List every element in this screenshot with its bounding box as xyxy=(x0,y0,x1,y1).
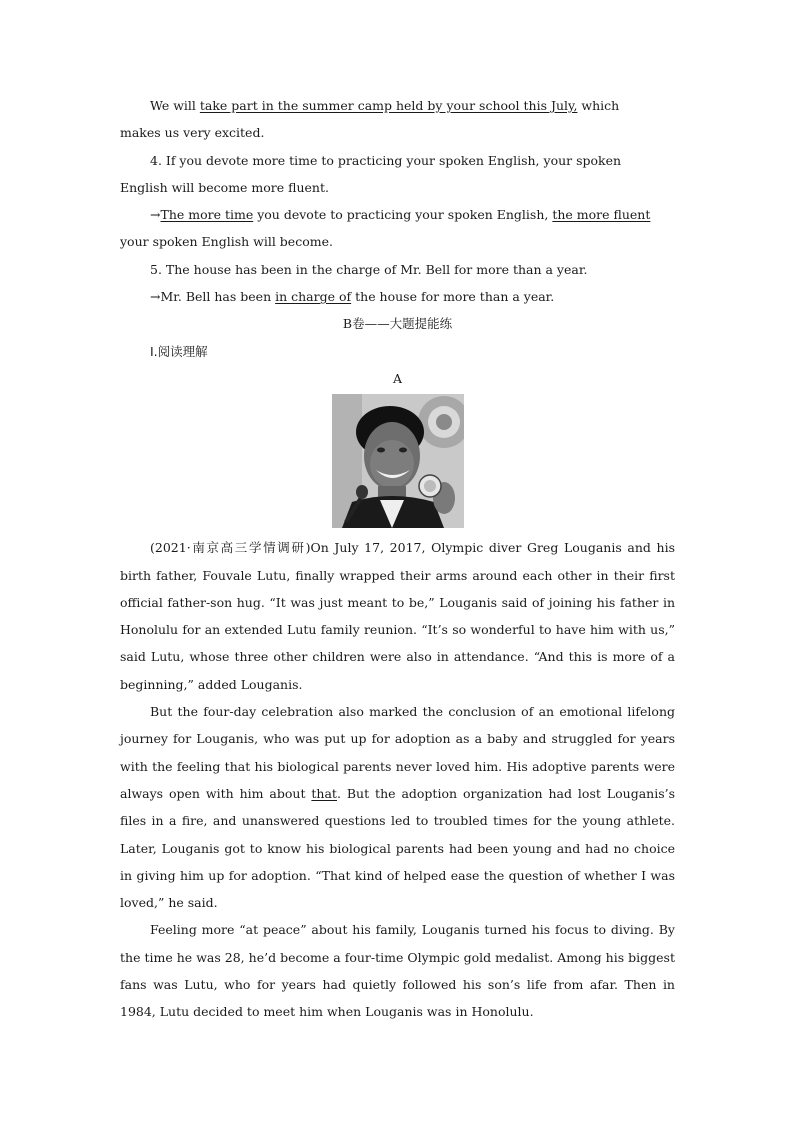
answer-underlined: the more fluent xyxy=(552,207,651,223)
photo-container xyxy=(120,394,675,528)
question-5: 5. The house has been in the charge of Mr. Bell for more than a year. xyxy=(150,261,588,277)
paragraph-2 xyxy=(120,698,675,916)
paragraph-3: Feeling more “at peace” about his family, Louganis turned his focus to diving. By the time he was 28, he’d become a four-time Olympic gold medalist. Among his biggest fans was Lutu, who for years had quietly followed his son’s life from afar. Then in 1984, Lutu decided to meet him when Louganis was in Honolulu. xyxy=(120,922,675,1020)
text-segment: you devote to practicing your spoken English, xyxy=(253,207,553,223)
answer-line-3 xyxy=(120,92,675,119)
answer-underlined: take part in the summer camp held by your school this July, xyxy=(199,98,578,113)
text-segment: But the four-day celebration also marked the conclusion of an emotional lifelong journey for Louganis, who was put up for adoption as a baby and struggled for years with the feeling that his biological parents never loved him. His adoptive parents were always open with him about xyxy=(120,704,675,801)
underlined-word: that xyxy=(311,785,337,801)
question-4-cont: English will become more fluent. xyxy=(120,179,329,195)
portrait-illustration xyxy=(332,394,464,528)
worksheet-page xyxy=(120,92,675,1026)
text-segment: the house for more than a year. xyxy=(351,289,555,305)
passage-label: A xyxy=(392,370,403,386)
arrow-icon: → xyxy=(150,289,161,305)
paragraph-1: (2021·南京高三学情调研)On July 17, 2017, Olympic diver Greg Louganis and his birth father, Fouvale Lutu, finally wrapped their arms around each other in their first official father-son hug. “It was just meant to be,” Louganis said of joining his father in Honolulu for an extended Lutu family reunion. “It’s so wonderful to have him with us,” said Lutu, whose three other children were also in attendance. “And this is more of a beginning,” added Louganis. xyxy=(120,540,675,692)
question-4: 4. If you devote more time to practicing your spoken English, your spoken xyxy=(150,152,622,168)
answer-line-3-cont: makes us very excited. xyxy=(120,125,265,141)
olympic-diver-photo xyxy=(332,394,464,528)
answer-5 xyxy=(120,283,675,310)
text-segment: Mr. Bell has been xyxy=(160,289,276,305)
text-segment: which xyxy=(577,98,620,113)
arrow-icon: → xyxy=(150,207,161,223)
answer-underlined: The more time xyxy=(160,207,254,223)
answer-4 xyxy=(120,201,675,228)
answer-underlined: in charge of xyxy=(275,289,352,305)
section-title: B卷——大题提能练 xyxy=(342,316,453,332)
part-title: Ⅰ.阅读理解 xyxy=(150,343,208,359)
text-segment: . But the adoption organization had lost Louganis’s files in a fire, and unanswered questions led to troubled times for the young athlete. Later, Louganis got to know his biological parents had been young and had no choice in giving him up for adoption. “That kind of helped ease the question of whether I was loved,” he said. xyxy=(120,785,675,911)
text-segment: We will xyxy=(150,98,200,113)
answer-4-cont: your spoken English will become. xyxy=(120,234,333,250)
